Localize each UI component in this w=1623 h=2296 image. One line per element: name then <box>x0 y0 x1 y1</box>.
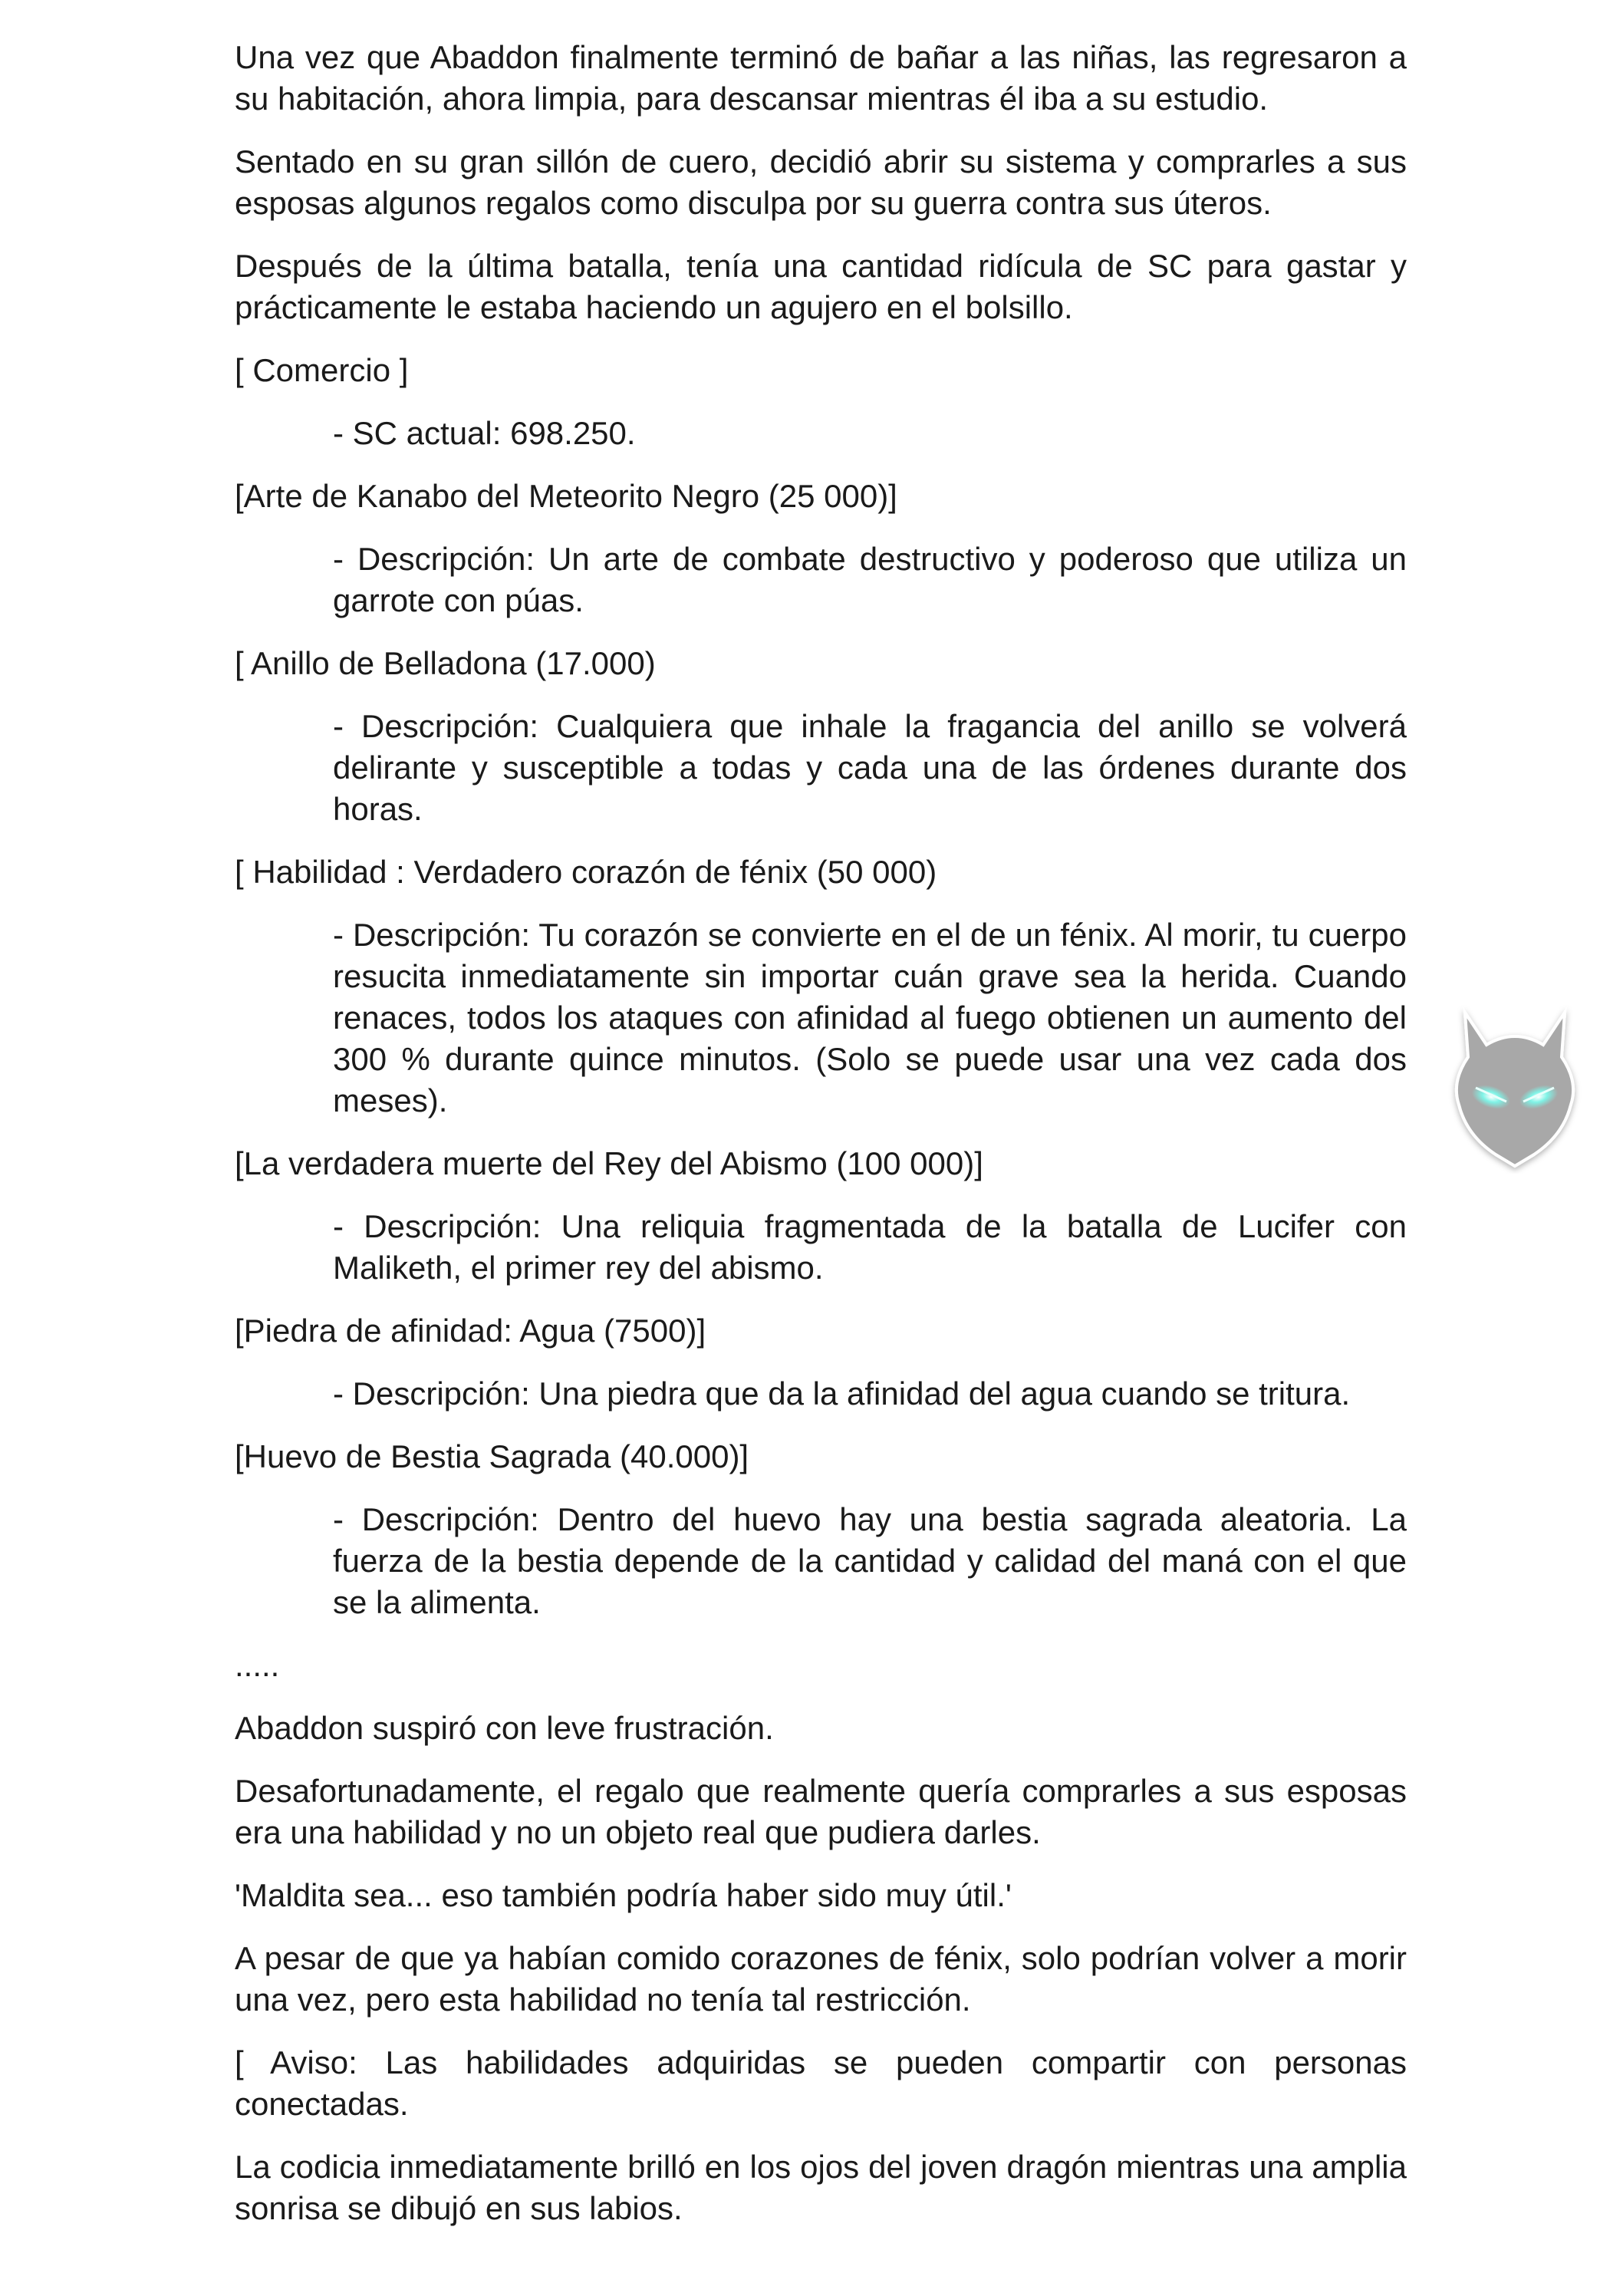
shop-item-description: - Descripción: Una piedra que da la afinidad del agua cuando se tritura. <box>333 1375 1351 1412</box>
shop-item-description: - Descripción: Una reliquia fragmentada de la batalla de Lucifer con Maliketh, el primer rey del abismo. <box>333 1208 1407 1286</box>
demon-head-icon <box>1442 997 1588 1174</box>
shop-item-title: [ Anillo de Belladona (17.000) <box>235 645 656 681</box>
shop-item-title: [Piedra de afinidad: Agua (7500)] <box>235 1313 706 1349</box>
paragraph: Desafortunadamente, el regalo que realmente quería comprarles a sus esposas era una habilidad y no un objeto real que pudiera darles. <box>235 1773 1407 1850</box>
shop-item-title: [Arte de Kanabo del Meteorito Negro (25 000)] <box>235 478 897 514</box>
shop-item-title: [La verdadera muerte del Rey del Abismo (100 000)] <box>235 1145 983 1181</box>
paragraph: Abaddon suspiró con leve frustración. <box>235 1710 774 1746</box>
paragraph: Sentado en su gran sillón de cuero, decidió abrir su sistema y comprarles a sus esposas algunos regalos como disculpa por su guerra contra sus úteros. <box>235 143 1407 221</box>
shop-item-description: - Descripción: Dentro del huevo hay una bestia sagrada aleatoria. La fuerza de la bestia depende de la cantidad y calidad del maná con el que se la alimenta. <box>333 1501 1407 1620</box>
paragraph: Después de la última batalla, tenía una cantidad ridícula de SC para gastar y prácticamente le estaba haciendo un agujero en el bolsillo. <box>235 248 1407 325</box>
ellipsis-separator: ..... <box>235 1647 280 1683</box>
paragraph: Una vez que Abaddon finalmente terminó de bañar a las niñas, las regresaron a su habitación, ahora limpia, para descansar mientras él iba a su estudio. <box>235 39 1407 117</box>
shop-item-title: [Huevo de Bestia Sagrada (40.000)] <box>235 1438 749 1474</box>
document-body <box>235 37 1407 2251</box>
shop-item-description: - Descripción: Cualquiera que inhale la fragancia del anillo se volverá delirante y susceptible a todas y cada una de las órdenes durante dos horas. <box>333 708 1407 827</box>
paragraph: La codicia inmediatamente brilló en los ojos del joven dragón mientras una amplia sonrisa se dibujó en sus labios. <box>235 2149 1407 2226</box>
shop-item-description: - Descripción: Un arte de combate destructivo y poderoso que utiliza un garrote con púas. <box>333 541 1407 618</box>
paragraph: A pesar de que ya habían comido corazones de fénix, solo podrían volver a morir una vez, pero esta habilidad no tenía tal restricción. <box>235 1940 1407 2018</box>
shop-item-description: - Descripción: Tu corazón se convierte en el de un fénix. Al morir, tu cuerpo resucita inmediatamente sin importar cuán grave sea la herida. Cuando renaces, todos los ataques con afinidad al fuego obtienen un aumento del 300 % durante quince minutos. (Solo se puede usar una vez cada dos meses). <box>333 917 1407 1118</box>
section-heading: [ Comercio ] <box>235 352 409 388</box>
shop-item-title: [ Habilidad : Verdadero corazón de fénix (50 000) <box>235 854 937 890</box>
paragraph: 'Maldita sea... eso también podría haber sido muy útil.' <box>235 1877 1012 1913</box>
system-notice: [ Aviso: Las habilidades adquiridas se pueden compartir con personas conectadas. <box>235 2044 1407 2122</box>
sc-balance: - SC actual: 698.250. <box>333 415 636 451</box>
